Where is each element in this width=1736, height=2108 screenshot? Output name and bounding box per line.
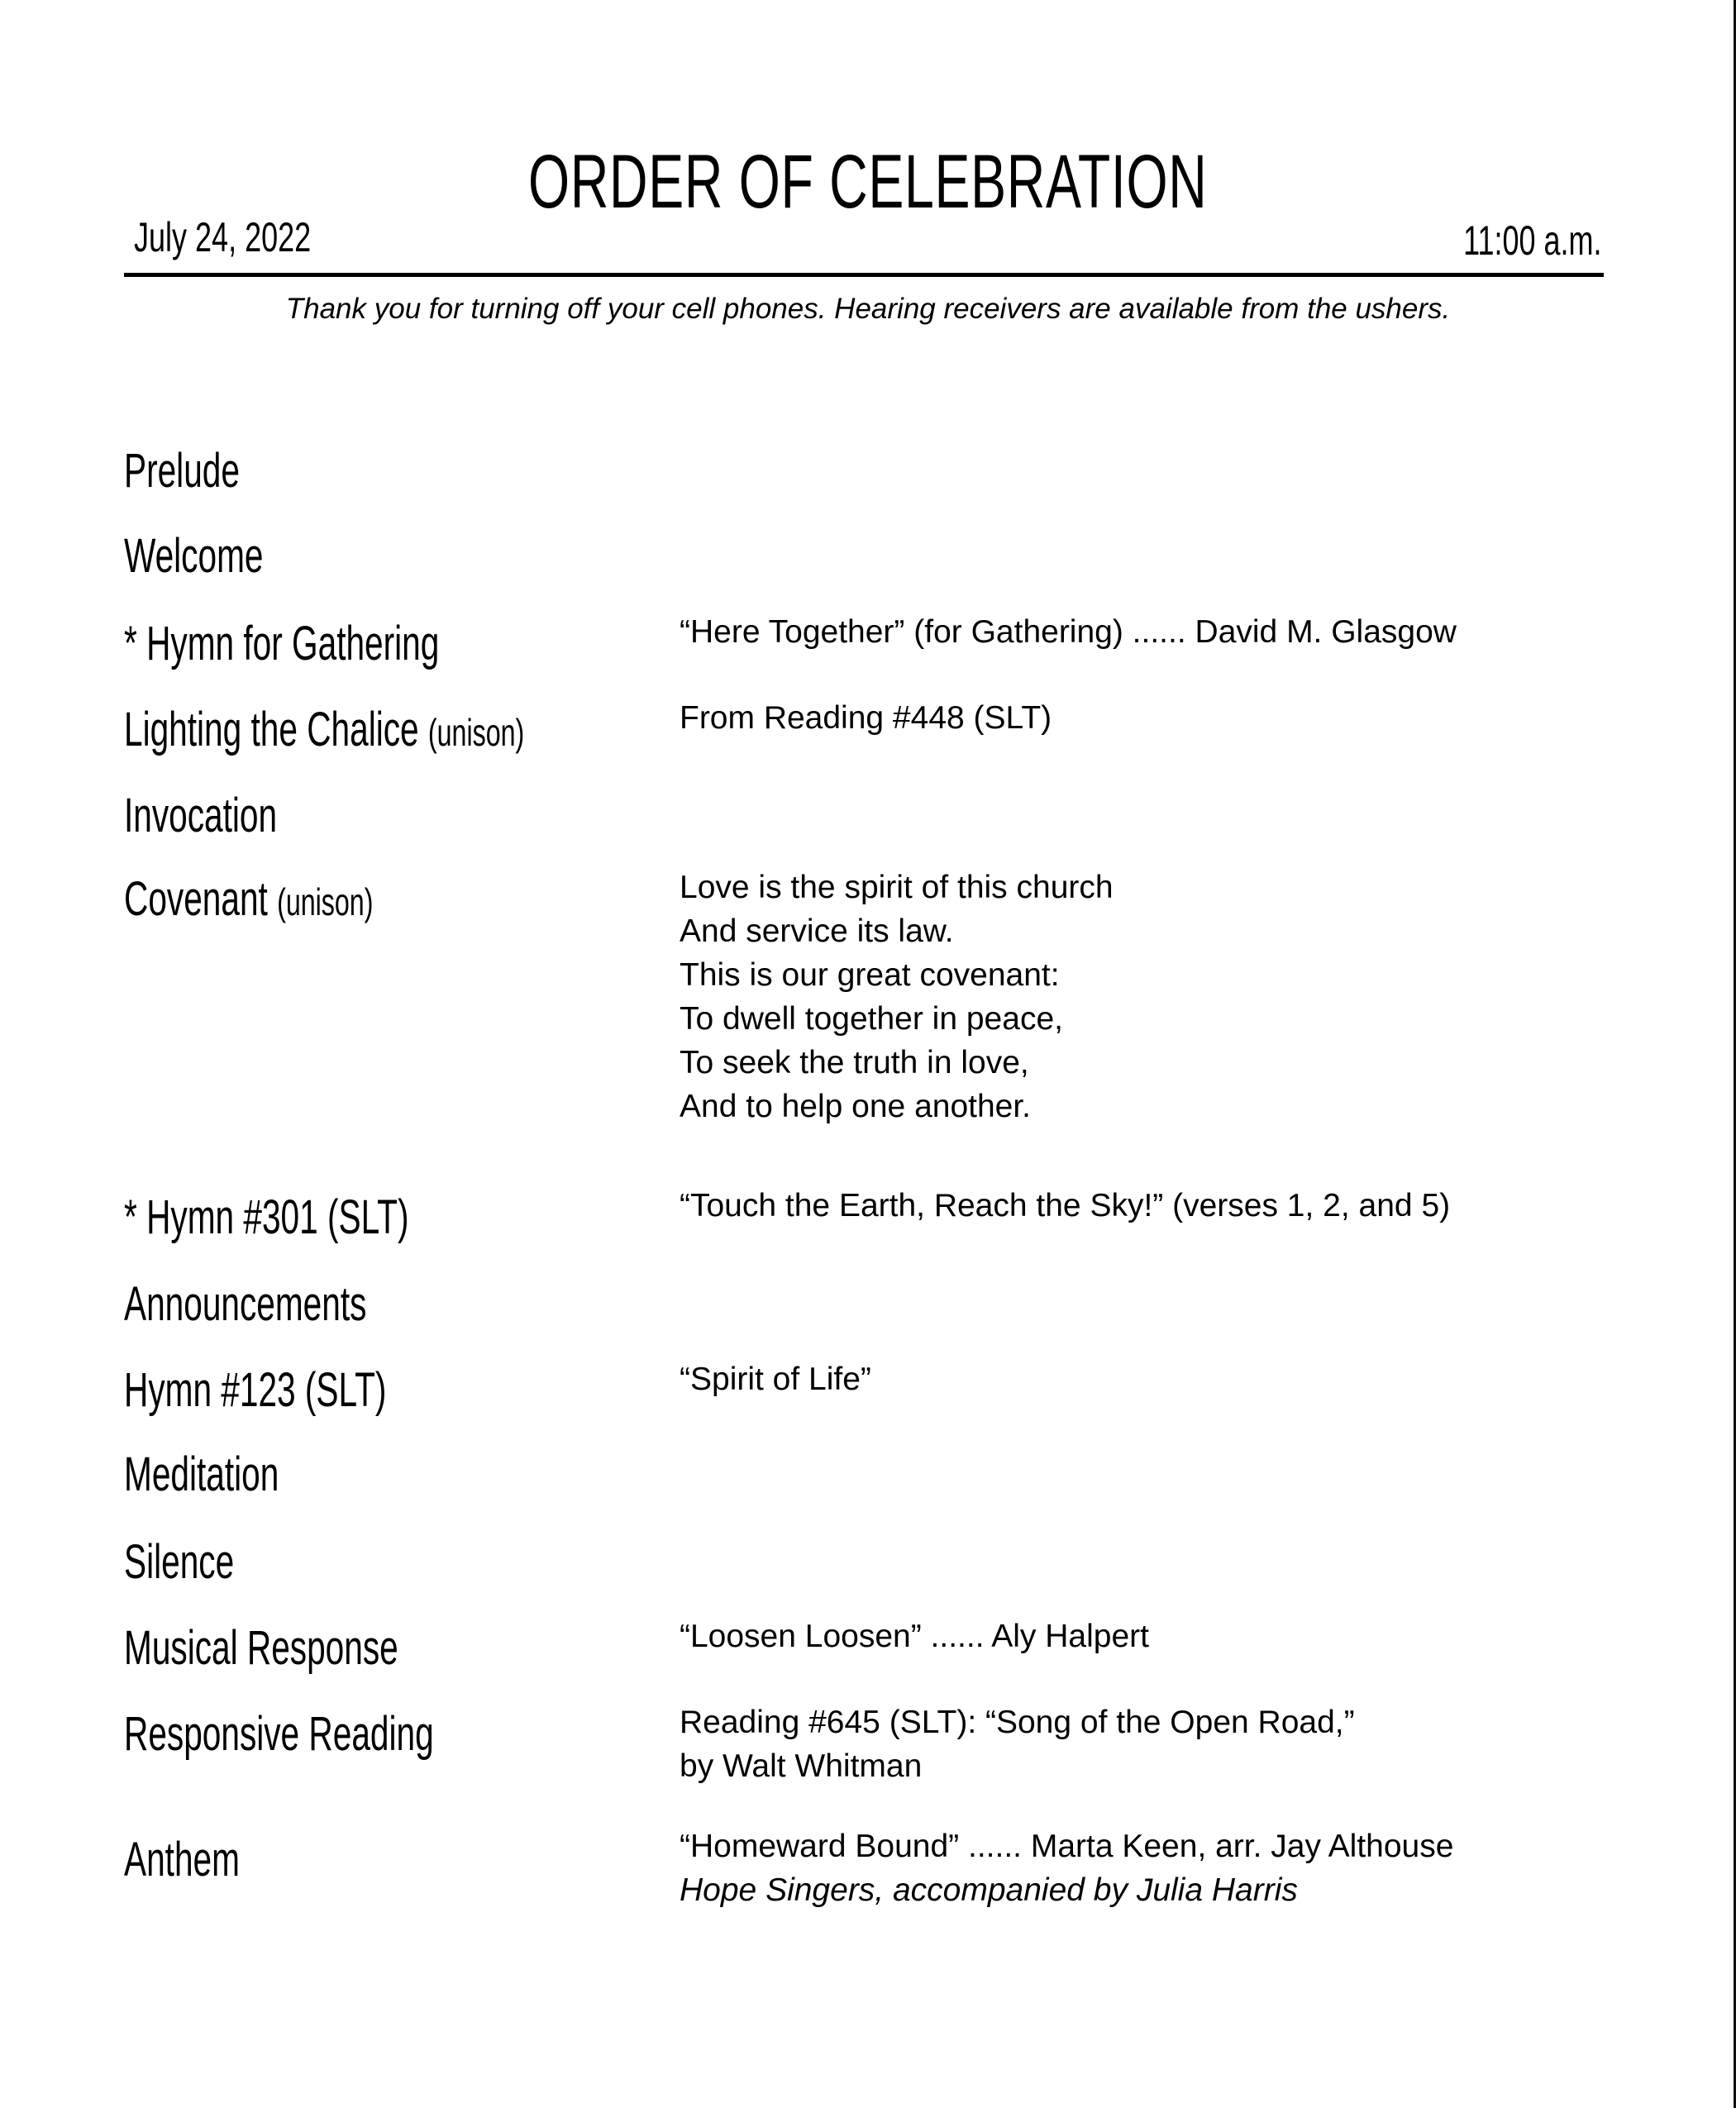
- anthem-performers: Hope Singers, accompanied by Julia Harris: [680, 1872, 1298, 1908]
- service-date: July 24, 2022: [134, 214, 312, 260]
- order-item-silence: Silence: [124, 1535, 235, 1589]
- order-item-lighting-chalice: Lighting the Chalice (unison): [124, 703, 525, 756]
- header-rule: [124, 273, 1604, 277]
- order-item-musical-response: Musical Response: [124, 1621, 398, 1675]
- page-title: ORDER OF CELEBRATION: [528, 140, 1208, 224]
- service-time: 11:00 a.m.: [1463, 217, 1602, 264]
- notice-text: Thank you for turning off your cell phones. Hearing receivers are available from the ushers.: [285, 293, 1451, 325]
- order-item-announcements: Announcements: [124, 1277, 367, 1331]
- order-item-responsive-reading: Responsive Reading: [124, 1707, 434, 1761]
- order-item-prelude: Prelude: [124, 444, 240, 498]
- order-item-welcome: Welcome: [124, 529, 264, 583]
- detail-hymn-301: “Touch the Earth, Reach the Sky!” (verses 1, 2, and 5): [680, 1188, 1451, 1223]
- detail-covenant: Love is the spirit of this church And service its law. This is our great covenant: To dwell together in peace, To seek the truth in love, And to help one another.: [680, 870, 1114, 1124]
- detail-responsive-reading: Reading #645 (SLT): “Song of the Open Road,” by Walt Whitman: [680, 1705, 1355, 1784]
- detail-musical-response: “Loosen Loosen” ...... Aly Halpert: [680, 1619, 1149, 1654]
- order-item-hymn-gathering: * Hymn for Gathering: [124, 617, 440, 670]
- order-item-covenant: Covenant (unison): [124, 872, 374, 926]
- detail-hymn-123: “Spirit of Life”: [680, 1362, 871, 1397]
- order-item-meditation: Meditation: [124, 1447, 279, 1501]
- detail-lighting-chalice: From Reading #448 (SLT): [680, 700, 1052, 736]
- order-item-anthem: Anthem: [124, 1833, 240, 1886]
- detail-hymn-gathering: “Here Together” (for Gathering) ...... David M. Glasgow: [680, 614, 1457, 650]
- order-item-hymn-301: * Hymn #301 (SLT): [124, 1190, 409, 1244]
- order-item-hymn-123: Hymn #123 (SLT): [124, 1363, 387, 1417]
- detail-anthem: “Homeward Bound” ...... Marta Keen, arr. Jay Althouse Hope Singers, accompanied by Julia Harris: [680, 1824, 1453, 1912]
- order-item-invocation: Invocation: [124, 789, 278, 842]
